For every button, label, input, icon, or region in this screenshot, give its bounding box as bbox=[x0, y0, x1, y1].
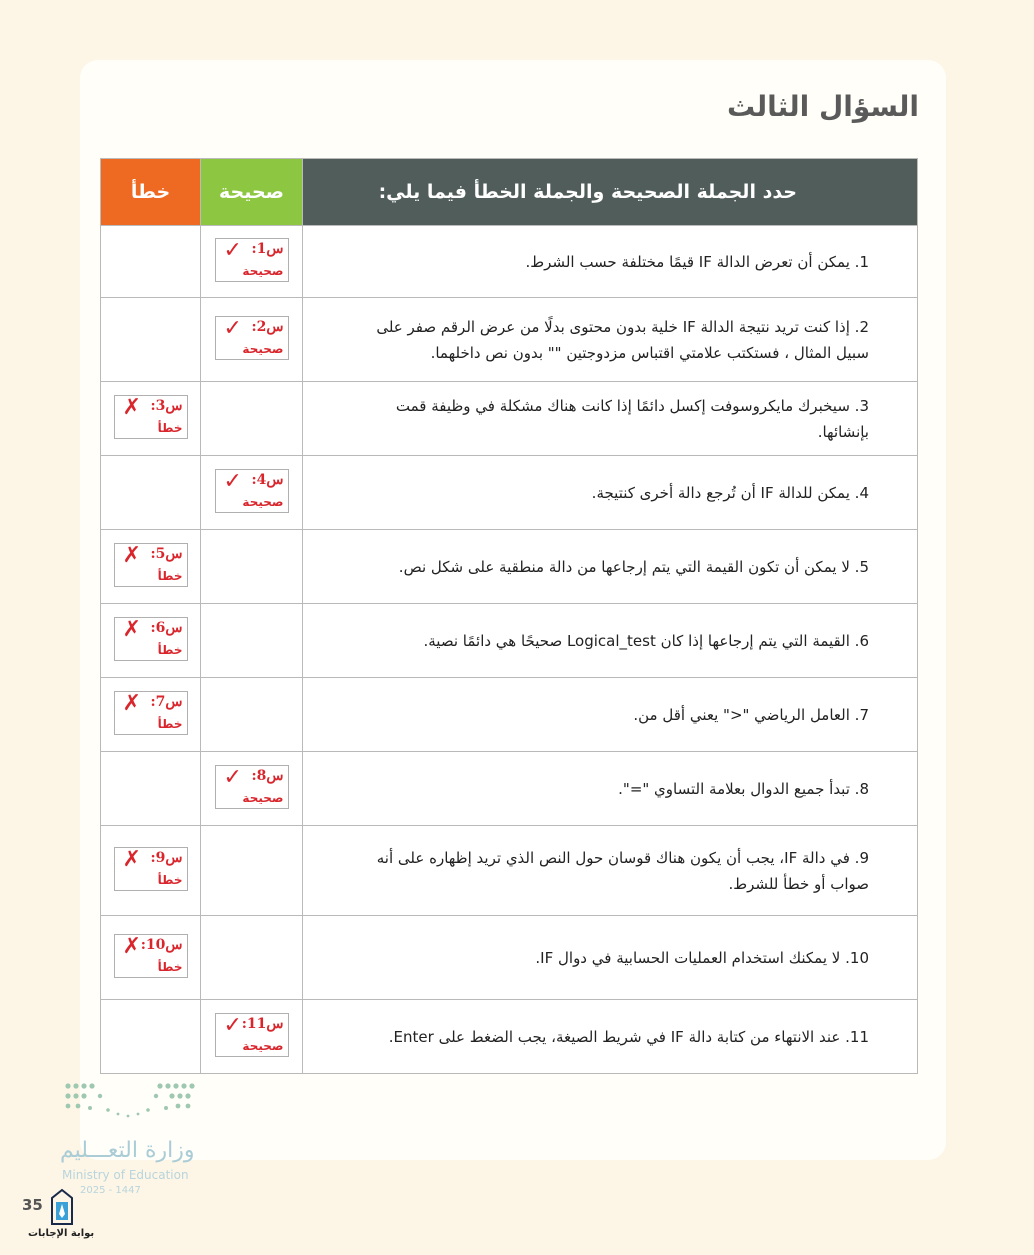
question-text bbox=[303, 226, 918, 298]
question-statement: في دالة IF، يجب أن يكون هناك قوسان حول النص الذي تريد إظهاره على أنه صواب أو خطأ للشرط. bbox=[376, 848, 869, 893]
answer-box bbox=[215, 316, 289, 360]
page-number: 35 bbox=[22, 1196, 43, 1214]
question-text bbox=[303, 298, 918, 382]
answer-label: س8: bbox=[251, 767, 284, 784]
answer-label: س10: bbox=[140, 936, 183, 953]
answer-text: صحيحة bbox=[242, 263, 284, 278]
table-row bbox=[101, 752, 918, 826]
question-statement: يمكن للدالة IF أن تُرجع دالة أخرى كنتيجة. bbox=[591, 483, 850, 502]
site-logo-icon bbox=[42, 1188, 82, 1228]
correct-cell bbox=[201, 226, 303, 298]
answer-label: س4: bbox=[251, 471, 284, 488]
question-number: 1. bbox=[854, 252, 869, 271]
answer-text: صحيحة bbox=[242, 790, 284, 805]
site-name: بوابة الإجابات bbox=[28, 1228, 95, 1239]
cross-icon: ✗ bbox=[122, 846, 141, 872]
answer-label: س5: bbox=[150, 545, 183, 562]
question-statement: القيمة التي يتم إرجاعها إذا كان Logical_test صحيحًا هي دائمًا نصية. bbox=[423, 631, 850, 650]
answer-label: س3: bbox=[150, 397, 183, 414]
question-statement: تبدأ جميع الدوال بعلامة التساوي "=". bbox=[618, 779, 850, 798]
correct-cell bbox=[201, 530, 303, 604]
table-row bbox=[101, 226, 918, 298]
answer-box bbox=[215, 1013, 289, 1057]
question-text bbox=[303, 678, 918, 752]
answer-box bbox=[215, 765, 289, 809]
question-number: 4. bbox=[854, 483, 869, 502]
question-number: 10. bbox=[845, 948, 869, 967]
question-statement: سيخبرك مايكروسوفت إكسل دائمًا إذا كانت هناك مشكلة في وظيفة قمت بإنشائها. bbox=[395, 396, 869, 441]
correct-cell bbox=[201, 456, 303, 530]
question-text bbox=[303, 530, 918, 604]
wrong-cell bbox=[101, 604, 201, 678]
question-text bbox=[303, 752, 918, 826]
table-row bbox=[101, 456, 918, 530]
question-statement: يمكن أن تعرض الدالة IF قيمًا مختلفة حسب الشرط. bbox=[525, 252, 850, 271]
wrong-cell bbox=[101, 456, 201, 530]
answer-box bbox=[114, 934, 188, 978]
answer-text: خطأ bbox=[157, 420, 183, 435]
answer-text: خطأ bbox=[157, 642, 183, 657]
question-text bbox=[303, 382, 918, 456]
table-row bbox=[101, 1000, 918, 1074]
answer-box bbox=[114, 617, 188, 661]
question-statement: إذا كنت تريد نتيجة الدالة IF خلية بدون محتوى بدلًا من عرض الرقم صفر على سبيل المثال ، فستكتب علامتي اقتباس مزدوجتين "" بدون نص داخلهما. bbox=[376, 317, 869, 362]
question-text bbox=[303, 1000, 918, 1074]
correct-cell bbox=[201, 752, 303, 826]
answer-label: س11: bbox=[241, 1015, 284, 1032]
cross-icon: ✗ bbox=[122, 394, 141, 420]
correct-cell bbox=[201, 382, 303, 456]
wrong-cell bbox=[101, 382, 201, 456]
wrong-cell bbox=[101, 826, 201, 916]
answer-label: س7: bbox=[150, 693, 183, 710]
answer-box bbox=[114, 847, 188, 891]
checkmark-icon: ✓ bbox=[223, 1012, 242, 1038]
answer-box bbox=[114, 543, 188, 587]
answer-box bbox=[215, 469, 289, 513]
header-correct: صحيحة bbox=[201, 159, 303, 226]
answer-text: صحيحة bbox=[242, 494, 284, 509]
cross-icon: ✗ bbox=[122, 933, 141, 959]
answer-text: صحيحة bbox=[242, 341, 284, 356]
question-text bbox=[303, 456, 918, 530]
table-row bbox=[101, 678, 918, 752]
header-question: حدد الجملة الصحيحة والجملة الخطأ فيما يلي: bbox=[303, 159, 918, 226]
question-number: 3. bbox=[854, 396, 869, 415]
ministry-dots-icon bbox=[60, 1080, 200, 1130]
table-row bbox=[101, 916, 918, 1000]
wrong-cell bbox=[101, 530, 201, 604]
answer-text: خطأ bbox=[157, 568, 183, 583]
cross-icon: ✗ bbox=[122, 542, 141, 568]
cross-icon: ✗ bbox=[122, 690, 141, 716]
cross-icon: ✗ bbox=[122, 616, 141, 642]
wrong-cell bbox=[101, 752, 201, 826]
checkmark-icon: ✓ bbox=[223, 468, 242, 494]
table-row bbox=[101, 826, 918, 916]
answer-label: س6: bbox=[150, 619, 183, 636]
wrong-cell bbox=[101, 226, 201, 298]
answer-text: خطأ bbox=[157, 872, 183, 887]
question-number: 11. bbox=[845, 1027, 869, 1046]
header-wrong: خطأ bbox=[101, 159, 201, 226]
correct-cell bbox=[201, 678, 303, 752]
checkmark-icon: ✓ bbox=[223, 315, 242, 341]
question-statement: العامل الرياضي "<" يعني أقل من. bbox=[633, 705, 850, 724]
table-row bbox=[101, 604, 918, 678]
wrong-cell bbox=[101, 1000, 201, 1074]
question-text bbox=[303, 916, 918, 1000]
ministry-year: 2025 - 1447 bbox=[80, 1185, 141, 1196]
table-row bbox=[101, 298, 918, 382]
wrong-cell bbox=[101, 678, 201, 752]
questions-table bbox=[100, 158, 918, 1074]
answer-box bbox=[114, 395, 188, 439]
answer-text: صحيحة bbox=[242, 1038, 284, 1053]
table-row bbox=[101, 382, 918, 456]
question-statement: لا يمكن أن تكون القيمة التي يتم إرجاعها من دالة منطقية على شكل نص. bbox=[398, 557, 850, 576]
correct-cell bbox=[201, 1000, 303, 1074]
wrong-cell bbox=[101, 298, 201, 382]
correct-cell bbox=[201, 604, 303, 678]
answer-box bbox=[114, 691, 188, 735]
checkmark-icon: ✓ bbox=[223, 237, 242, 263]
answer-text: خطأ bbox=[157, 716, 183, 731]
correct-cell bbox=[201, 826, 303, 916]
question-number: 9. bbox=[854, 848, 869, 867]
question-number: 6. bbox=[854, 631, 869, 650]
question-text bbox=[303, 604, 918, 678]
correct-cell bbox=[201, 916, 303, 1000]
answer-box bbox=[215, 238, 289, 282]
answer-text: خطأ bbox=[157, 959, 183, 974]
question-number: 8. bbox=[854, 779, 869, 798]
question-statement: لا يمكنك استخدام العمليات الحسابية في دوال IF. bbox=[535, 948, 841, 967]
ministry-name-english: Ministry of Education bbox=[62, 1168, 189, 1182]
wrong-cell bbox=[101, 916, 201, 1000]
table-header bbox=[101, 159, 918, 226]
question-number: 2. bbox=[854, 317, 869, 336]
table-row bbox=[101, 530, 918, 604]
page-title: السؤال الثالث bbox=[726, 90, 919, 123]
question-number: 5. bbox=[854, 557, 869, 576]
question-statement: عند الانتهاء من كتابة دالة IF في شريط الصيغة، يجب الضغط على Enter. bbox=[388, 1027, 841, 1046]
ministry-name-arabic: وزارة التعـــليم bbox=[60, 1138, 195, 1163]
question-text bbox=[303, 826, 918, 916]
question-number: 7. bbox=[854, 705, 869, 724]
correct-cell bbox=[201, 298, 303, 382]
answer-label: س1: bbox=[251, 240, 284, 257]
answer-label: س9: bbox=[150, 849, 183, 866]
answer-label: س2: bbox=[251, 318, 284, 335]
checkmark-icon: ✓ bbox=[223, 764, 242, 790]
